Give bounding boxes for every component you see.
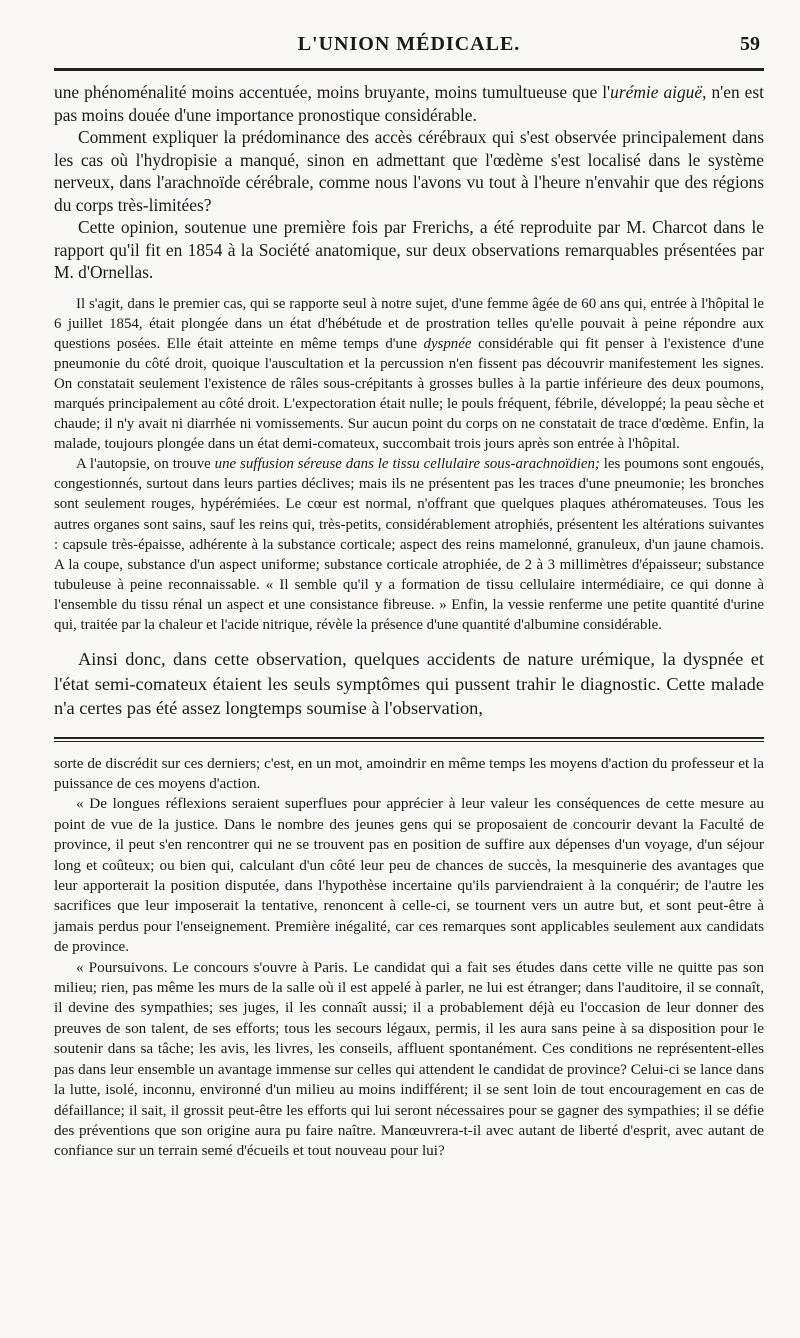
paragraph-uremie — [54, 81, 764, 126]
feuilleton-paragraph: « Poursuivons. Le concours s'ouvre à Paris. Le candidat qui a fait ses études dans cette ville ne quitte pas son milieu; rien, pas même les murs de la salle où il est appelé à parler, ne lui est étranger; dans l'auditoire, il se connaît, il devine des sympathies; ses juges, il les connaît aussi; il a probablement déjà eu l'occasion de leur donner des preuves de son talent, de ses efforts; tous les secours légaux, permis, il les aura sans peine à sa disposition pour le soutenir dans sa tâche; les avis, les livres, les conseils, affluent spontanément. Ces conditions ne représentent-elles pas dans leur ensemble un avantage immense sur celles qui attendent le candidat de province? Celui-ci se lance dans la lutte, isolé, inconnu, environné d'un milieu au moins indifférent; il se sent loin de tout encouragement en cas de défaillance; il sait, il grossit peut-être les efforts qui lui seront nécessaires pour se gagner des sympathies; il se défie des préventions que son origine aura pu faire naître. Manœuvrera-t-il avec autant de liberté d'esprit, avec autant de confiance sur un terrain semé d'écueils et tout nouveau pour lui? — [54, 958, 764, 1160]
text-span: les poumons sont engoués, congestionnés, surtout dans leurs parties déclives; mais ils ne présentent pas les traces d'une pneumonie; les bronches sont seulement rouges, hypérémiées. Le cœur est normal, n'offrant que quelques plaques athéromateuses. Tous les autres organes sont sains, sauf les reins qui, très-petits, considérablement atrophiés, présentent les altérations suivantes : capsule très-épaisse, adhérente à la substance corticale; aspect des reins mamelonné, granuleux, d'un jaune chamois. A la coupe, substance d'un aspect uniforme; substance corticale atrophiée, de 2 à 3 millimètres d'épaisseur; substance tubuleuse à peine reconnaissable. « Il semble qu'il y a formation de tissu cellulaire intermédiaire, ce qui donne à l'ensemble du tissu rénal un aspect et une consistance fibreuse. » Enfin, la vessie renferme une petite quantité d'urine qui, traitée par la chaleur et l'acide nitrique, révèle la présence d'une quantité d'albumine considérable. — [54, 456, 764, 633]
observation-paragraph-autopsie — [54, 454, 764, 635]
conclusion-section — [54, 647, 764, 721]
header-rule — [54, 68, 764, 71]
italic-term: une suffusion séreuse dans le tissu cellulaire sous-arachnoïdien; — [214, 456, 600, 473]
text-span: , n'en est pas moins douée d'une importance pronostique considérable. — [54, 82, 764, 125]
conclusion-paragraph: Ainsi donc, dans cette observation, quelques accidents de nature urémique, la dyspnée et l'état semi-comateux étaient les seuls symptômes qui pussent trahir le diagnostic. Cette malade n'a certes pas été assez longtemps soumise à l'observation, — [54, 649, 764, 719]
feuilleton-paragraph: « De longues réflexions seraient superflues pour apprécier à leur valeur les conséquences de cette mesure au point de vue de la justice. Dans le nombre des jeunes gens qui se proposaient de concourir devant la Faculté de province, il peut s'en rencontrer qui ne se trouvent pas en position de suffire aux dépenses d'un voyage, d'un séjour long et coûteux; ou bien qui, calculant d'un côté leur peu de chances de succès, la mesquinerie des avantages que leur apporterait la position disputée, dans l'hypothèse incertaine qu'ils parviendraient à la conquérir; de l'autre les sacrifices que leur imposerait la tentative, renoncent à celle-ci, se tournent vers un autre but, et sont peut-être à jamais perdus pour l'enseignement. Première inégalité, car ces remarques sont applicables seulement aux candidats de province. — [54, 795, 764, 956]
feuilleton-section — [54, 754, 764, 1162]
observation-case — [54, 294, 764, 636]
text-span: A l'autopsie, on trouve — [76, 456, 215, 473]
feuilleton-paragraph: sorte de discrédit sur ces derniers; c'est, en un mot, amoindrir en même temps les moyens d'action du professeur et la puissance de ces moyens d'action. — [54, 754, 764, 792]
text-span: une phénoménalité moins accentuée, moins bruyante, moins tumultueuse que l' — [54, 82, 611, 102]
italic-term: urémie aiguë — [610, 82, 703, 102]
observation-paragraph-1 — [54, 294, 764, 455]
journal-title: L'UNION MÉDICALE. — [297, 33, 521, 55]
page-number: 59 — [740, 33, 760, 55]
feuilleton-separator — [54, 737, 764, 742]
text-span: considérable qui fit penser à l'existence d'une pneumonie du côté droit, quoique l'auscultation et la percussion n'en fissent pas découvrir manifestement les signes. On constatait seulement l'existence de râles sous-crépitants à grosses bulles à la partie inférieure des deux poumons, marqués principalement au côté droit. L'expectoration était nulle; le pouls fréquent, fébrile, développé; la peau sèche et chaude; il n'y avait ni diarrhée ni vomissements. Sur aucun point du corps on ne constatait de trace d'œdème. Enfin, la malade, toujours plongée dans un état demi-comateux, succombait trois jours après son entrée à l'hôpital. — [54, 335, 764, 453]
text-span: Il s'agit, dans le premier cas, qui se rapporte seul à notre sujet, d'une femme âgée de 60 ans qui, entrée à l'hôpital le 6 juillet 1854, était plongée dans un état d'hébétude et de prostration telles qu'elle pouvait à peine répondre aux questions posées. Elle était atteinte en même temps d'une — [54, 295, 764, 352]
paragraph-comment-expliquer: Comment expliquer la prédominance des accès cérébraux qui s'est observée principalement dans les cas où l'hydropisie a manqué, sinon en admettant que l'œdème s'est localisé dans le système nerveux, dans l'arachnoïde cérébrale, comme nous l'avons vu tout à l'heure n'envahir que des régions du corps très-limitées? — [54, 127, 764, 215]
paragraph-frerichs: Cette opinion, soutenue une première fois par Frerichs, a été reproduite par M. Charcot dans le rapport qu'il fit en 1854 à la Société anatomique, sur deux observations remarquables présentées par M. d'Ornellas. — [54, 217, 764, 282]
italic-term: dyspnée — [423, 335, 472, 352]
running-header — [54, 0, 764, 62]
main-article — [54, 81, 764, 284]
